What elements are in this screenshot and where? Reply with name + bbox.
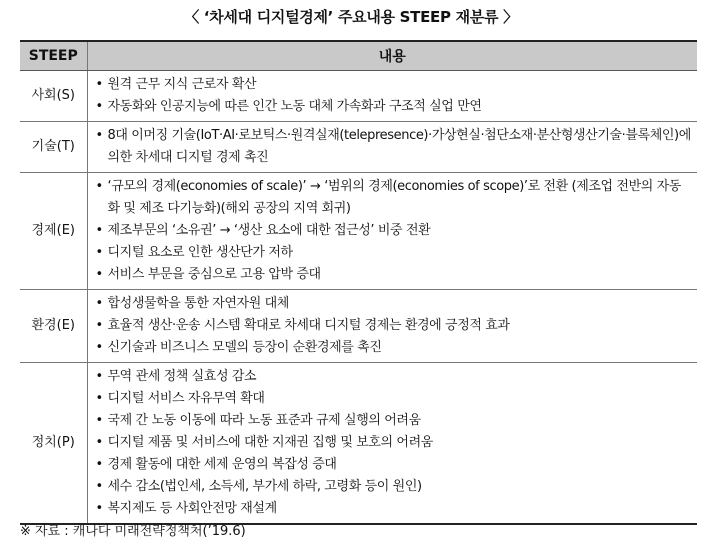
table-row — [20, 363, 697, 525]
table-row — [20, 173, 697, 290]
list-item: • ‘규모의 경제(economies of scale)’ → ‘범위의 경제(economies of scope)’로 전환 (제조업 전반의 자동화 및 제조 다기능화)(해외 공장의 지역 회귀) — [96, 176, 692, 220]
steep-table — [20, 40, 697, 525]
header-category: STEEP — [20, 41, 87, 71]
list-item: • 효율적 생산·운송 시스템 확대로 차세대 디지털 경제는 환경에 긍정적 효과 — [96, 315, 692, 337]
content-cell — [87, 363, 697, 525]
source-note: ※ 자료 : 캐나다 미래전략정책처(’19.6) — [20, 524, 246, 539]
list-item: • 원격 근무 지식 근로자 확산 — [96, 74, 692, 96]
list-item: • 디지털 서비스 자유무역 확대 — [96, 388, 692, 410]
list-item: • 제조부문의 ‘소유권’ → ‘생산 요소에 대한 접근성’ 비중 전환 — [96, 220, 692, 242]
table-title: 〈 ‘차세대 디지털경제’ 주요내용 STEEP 재분류 〉 — [184, 8, 518, 26]
list-item: • 무역 관세 정책 실효성 감소 — [96, 366, 692, 388]
table-header-row — [20, 41, 697, 71]
table-row — [20, 71, 697, 122]
table-row — [20, 290, 697, 363]
list-item: • 국제 간 노동 이동에 따라 노동 표준과 규제 실행의 어려움 — [96, 410, 692, 432]
list-item: • 합성생물학을 통한 자연자원 대체 — [96, 293, 692, 315]
category-cell: 환경(E) — [20, 290, 87, 363]
list-item: • 신기술과 비즈니스 모델의 등장이 순환경제를 촉진 — [96, 337, 692, 359]
list-item: • 8대 이머징 기술(IoT·AI·로보틱스·원격실재(telepresence)·가상현실·첨단소재·분산형생산기술·블록체인)에 의한 차세대 디지털 경제 촉진 — [96, 125, 692, 169]
list-item: • 디지털 요소로 인한 생산단가 저하 — [96, 242, 692, 264]
category-cell: 사회(S) — [20, 71, 87, 122]
header-content: 내용 — [87, 41, 697, 71]
category-cell: 정치(P) — [20, 363, 87, 525]
list-item: • 경제 활동에 대한 세제 운영의 복잡성 증대 — [96, 454, 692, 476]
content-cell — [87, 290, 697, 363]
list-item: • 세수 감소(법인세, 소득세, 부가세 하락, 고령화 등이 원인) — [96, 476, 692, 498]
list-item: • 자동화와 인공지능에 따른 인간 노동 대체 가속화과 구조적 실업 만연 — [96, 96, 692, 118]
category-cell: 기술(T) — [20, 122, 87, 173]
list-item: • 서비스 부문을 중심으로 고용 압박 증대 — [96, 264, 692, 286]
table-row — [20, 122, 697, 173]
list-item: • 디지털 제품 및 서비스에 대한 지재권 집행 및 보호의 어려움 — [96, 432, 692, 454]
list-item: • 복지제도 등 사회안전망 재설계 — [96, 498, 692, 520]
content-cell — [87, 71, 697, 122]
category-cell: 경제(E) — [20, 173, 87, 290]
content-cell — [87, 173, 697, 290]
content-cell — [87, 122, 697, 173]
